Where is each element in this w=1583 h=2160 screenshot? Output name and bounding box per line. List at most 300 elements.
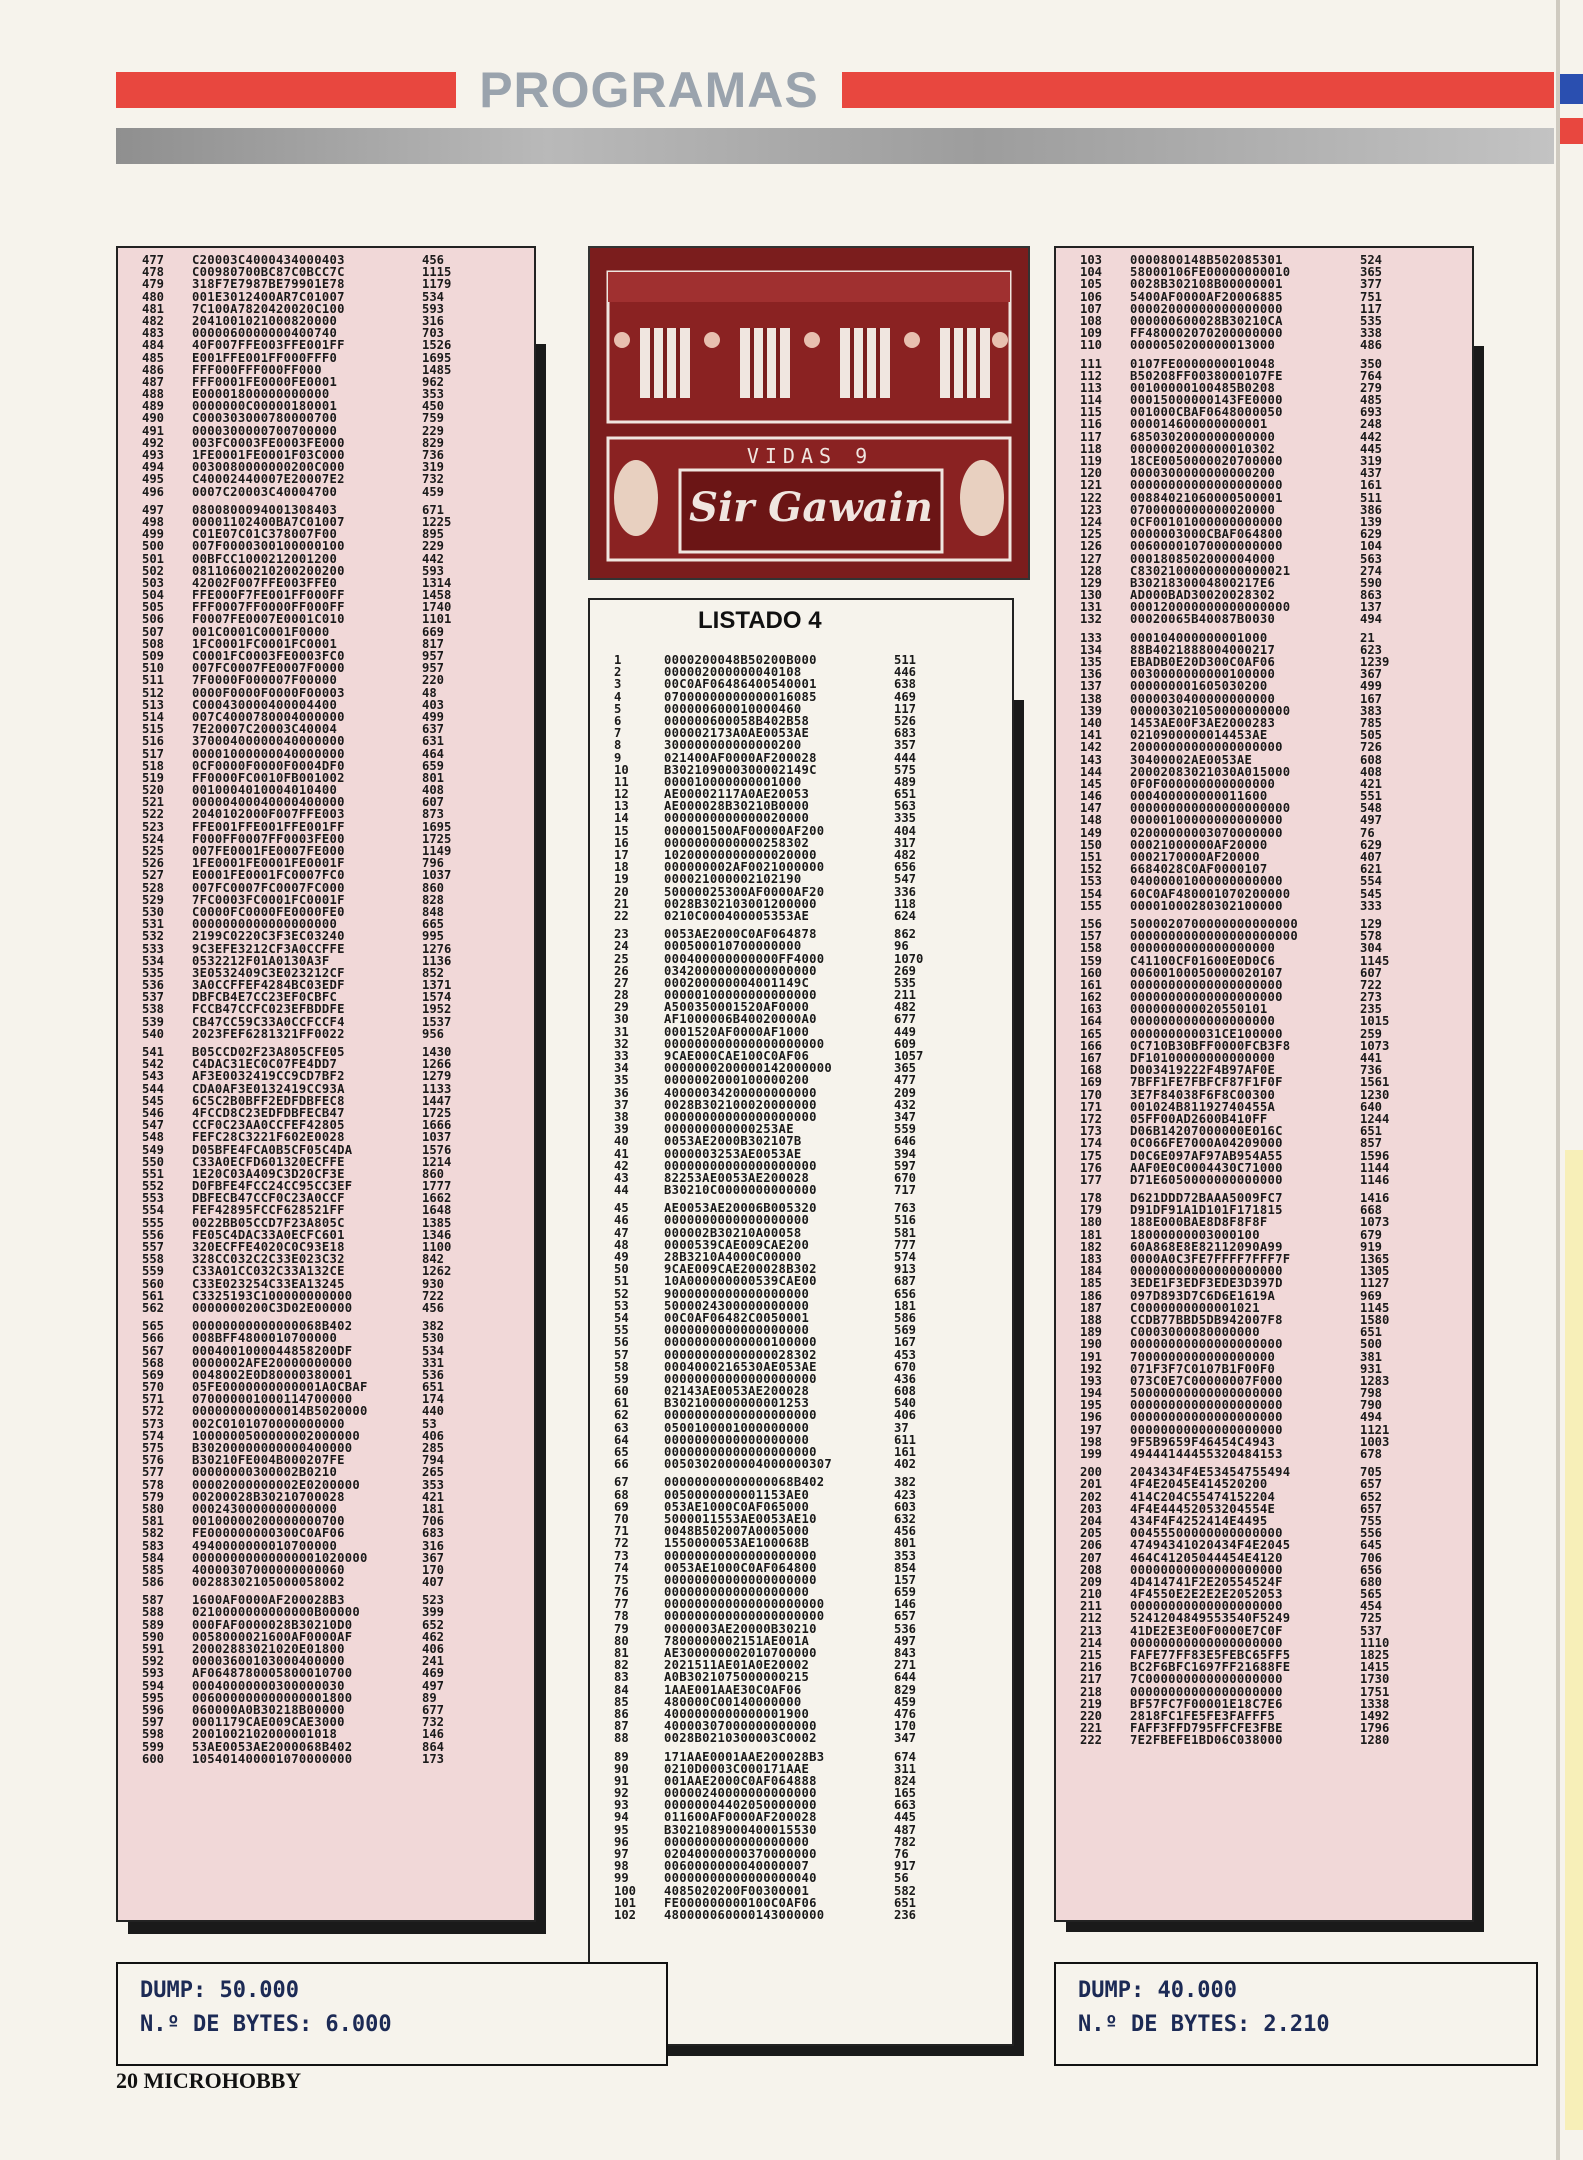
line-number: 157 [1080,929,1103,944]
line-number: 106 [1080,289,1103,304]
game-screenshot [588,246,1030,580]
hex-data: 00000100000000000000 [1130,813,1283,828]
checksum: 548 [1360,801,1383,816]
line-number: 150 [1080,837,1103,852]
checksum: 551 [1360,789,1383,804]
line-number: 512 [142,685,165,700]
line-number: 66 [614,1457,629,1472]
line-number: 29 [614,1000,629,1015]
checksum: 659 [422,758,445,773]
checksum: 347 [894,1731,917,1746]
hex-data: 1453AE00F3AE2000283 [1130,715,1276,730]
checksum: 211 [894,988,917,1003]
line-number: 595 [142,1690,165,1705]
checksum: 608 [894,1384,917,1399]
hex-data: 000002000000040108 [664,665,802,680]
checksum: 563 [894,799,917,814]
checksum: 450 [422,399,445,414]
hex-data: C33E023254C33EA13245 [192,1276,345,1291]
line-number: 509 [142,649,165,663]
listing-title: LISTADO 4 [698,607,822,634]
line-number: 501 [142,551,165,566]
checksum: 1225 [422,514,452,529]
hex-data: 00100000200000000700 [192,1514,345,1529]
right-listing [1054,246,1474,1922]
listing-row [590,1026,1012,1038]
lives-text: VIDAS 9 [746,444,874,468]
hex-data: 001000CBAF0648000050 [1130,405,1283,420]
checksum: 1179 [422,277,452,292]
listing-row [1056,827,1472,839]
line-number: 43 [614,1170,629,1185]
listing-row [118,473,534,485]
checksum: 957 [422,661,445,676]
hex-data: 5000024300000000000 [664,1298,810,1313]
line-number: 559 [142,1264,165,1279]
checksum: 578 [1360,929,1383,944]
checksum: 229 [422,539,445,554]
checksum: 442 [422,551,445,566]
checksum: 751 [1360,289,1383,304]
hex-data: C33A0ECFD601320ECFFE [192,1154,345,1169]
line-number: 83 [614,1670,629,1685]
line-number: 137 [1080,679,1103,694]
line-number: 516 [142,734,165,749]
line-number: 98 [614,1859,629,1874]
checksum: 338 [1360,326,1383,341]
hex-data: B3021089000400015530 [664,1822,817,1837]
checksum: 274 [1360,563,1383,578]
line-number: 115 [1080,405,1103,420]
listing-row [118,626,534,638]
checksum: 683 [894,726,917,741]
hex-data: CCF0C23AA0CCFEF42805 [192,1118,345,1133]
line-number: 489 [142,399,165,414]
hex-data: 000000000000000000000 [664,1609,825,1624]
hex-data: D91DF91A1D101F171815 [1130,1203,1283,1218]
line-number: 173 [1080,1124,1103,1139]
line-number: 214 [1080,1635,1103,1650]
listing-row [590,1885,1012,1897]
checksum: 353 [422,1477,445,1492]
line-number: 112 [1080,368,1103,383]
line-number: 503 [142,575,165,590]
listing-row [590,1275,1012,1287]
checksum: 209 [894,1085,917,1100]
hex-data: 0000200048B50200B000 [664,653,817,667]
line-number: 177 [1080,1172,1103,1187]
checksum: 864 [422,1739,445,1754]
line-number: 116 [1080,417,1103,432]
line-number: 18 [614,860,629,875]
listing-row [118,821,534,833]
listing-row [590,1239,1012,1251]
checksum: 930 [422,1276,445,1291]
hex-data: 007FC0007FE0007F0000 [192,661,345,676]
line-number: 479 [142,277,165,292]
checksum: 621 [1360,862,1383,877]
checksum: 759 [422,411,445,426]
page-footer: 20 MICROHOBBY [116,2068,302,2093]
listing-row [1056,1424,1472,1436]
hex-data: 000400000000011600 [1130,789,1268,804]
hex-data: 0000F0000F0000F00003 [192,685,345,700]
hex-data: 1FE0001FE0001F03C000 [192,448,345,462]
hex-data: 5000011553AE0053AE10 [664,1511,817,1526]
checksum: 540 [894,1396,917,1411]
checksum: 687 [894,1274,917,1289]
line-number: 82 [614,1658,629,1673]
hex-data: 0002430000000000000 [192,1501,338,1516]
checksum: 357 [894,738,917,753]
line-number: 99 [614,1871,629,1886]
checksum: 1580 [1360,1312,1390,1327]
line-number: 71 [614,1524,629,1539]
checksum: 931 [1360,1361,1383,1376]
checksum: 497 [1360,813,1383,828]
line-number: 540 [142,1026,165,1041]
hex-data: 7800000002151AE001A [664,1633,810,1648]
line-number: 482 [142,313,165,328]
line-number: 535 [142,965,165,980]
checksum: 382 [422,1319,445,1334]
checksum: 917 [894,1859,917,1874]
hex-data: FEF42895FCCF628521FF [192,1203,345,1218]
listing-row [118,1405,534,1417]
line-number: 598 [142,1727,165,1742]
listing-row [590,1732,1012,1744]
line-number: 136 [1080,667,1103,682]
line-number: 125 [1080,527,1103,542]
checksum: 56 [894,1871,909,1886]
checksum: 161 [894,1445,917,1459]
line-number: 153 [1080,874,1103,889]
checksum: 421 [1360,776,1383,791]
checksum: 1596 [1360,1148,1390,1163]
hex-data: 1FE0001FE0001FE0001F [192,856,345,871]
hex-data: 188E000BAE8D8F8F8F [1130,1215,1268,1230]
checksum: 1276 [422,941,452,956]
listing-row [118,882,534,894]
line-number: 121 [1080,478,1103,493]
hex-data: 000000600010000460 [664,701,802,716]
line-number: 490 [142,411,165,426]
listing-row [1056,680,1472,692]
checksum: 316 [422,313,445,328]
checksum: 1073 [1360,1038,1390,1053]
checksum: 406 [422,1642,445,1656]
hex-data: 4F4E44452053204554E [1130,1501,1276,1516]
left-listing-rows [118,248,534,1920]
hex-data: 20002083021030A015000 [1130,764,1291,779]
listing-row [118,540,534,552]
checksum: 482 [894,848,917,862]
line-number: 194 [1080,1386,1103,1401]
hex-data: 05FE0000000000001A0CBAF [192,1380,368,1395]
checksum: 402 [894,1457,917,1472]
hex-data: 328CC032C2C33E023C32 [192,1252,345,1267]
listing-row [1056,741,1472,753]
line-number: 147 [1080,801,1103,816]
listing-row [590,1336,1012,1348]
hex-data: 171AAE0001AAE200028B3 [664,1749,825,1764]
listing-row [1056,1290,1472,1302]
hex-data: 9CAE000CAE100C0AF06 [664,1049,810,1063]
hex-data: 0030080000000200C000 [192,460,345,475]
line-number: 119 [1080,454,1103,468]
checksum: 1144 [1360,1160,1390,1175]
listing-row [118,1302,534,1314]
checksum: 537 [1360,1623,1383,1638]
line-number: 192 [1080,1361,1103,1376]
line-number: 32 [614,1036,629,1051]
edge-blue-tab [1560,74,1583,104]
hex-data: 300000000000000200 [664,738,802,753]
hex-data: 00000240000000000000 [664,1786,817,1801]
line-number: 134 [1080,642,1103,657]
listing-row [118,687,534,699]
hex-data: 2043434F4E53454755494 [1130,1465,1291,1480]
checksum: 1416 [1360,1191,1390,1206]
checksum: 608 [1360,752,1383,767]
line-number: 208 [1080,1562,1103,1577]
hex-data: 2041001021000820000 [192,313,338,328]
line-number: 577 [142,1465,165,1480]
checksum: 37 [894,1420,909,1435]
line-number: 178 [1080,1191,1103,1206]
line-number: 155 [1080,898,1103,913]
listing-row [590,727,1012,739]
line-number: 543 [142,1069,165,1084]
hex-data: B30200000000000400000 [192,1441,353,1455]
checksum: 394 [894,1146,917,1161]
hex-data: 60C0AF480001070200000 [1130,886,1291,901]
hex-data: C3325193C100000000000 [192,1288,353,1303]
hex-data: 00001102400BA7C01007 [192,514,345,529]
line-number: 542 [142,1057,165,1072]
line-number: 541 [142,1045,165,1059]
checksum: 1145 [1360,1300,1390,1315]
checksum: 1576 [422,1142,452,1157]
hex-data: C41100CF01600E0D0C6 [1130,953,1276,968]
hex-data: 50000025300AF0000AF20 [664,884,825,899]
hex-data: 02040000000370000000 [664,1847,817,1861]
hex-data: AAF0E0C0004430C71000 [1130,1160,1283,1175]
line-number: 513 [142,697,165,712]
hex-data: 2021511AE01A0E20002 [664,1658,810,1673]
hex-data: 000002173A0AE0053AE [664,726,810,741]
checksum: 48 [422,685,437,700]
hex-data: 47494341020434F4E2045 [1130,1538,1291,1553]
listing-row [590,1610,1012,1622]
hex-data: 0000000000000000000 [664,1432,810,1447]
line-number: 498 [142,514,165,529]
checksum: 229 [422,423,445,438]
hex-data: 464C41205044454E4120 [1130,1550,1283,1565]
hex-data: 001C0001C0001F0000 [192,624,330,639]
checksum: 857 [1360,1136,1383,1151]
hex-data: 000000000000000000000 [664,1597,825,1612]
line-number: 526 [142,856,165,871]
checksum: 336 [894,884,917,899]
line-number: 196 [1080,1410,1103,1425]
hex-data: 4F4550E2E2E2E2052053 [1130,1587,1283,1602]
checksum: 494 [1360,1410,1383,1425]
line-number: 181 [1080,1227,1103,1242]
listing-row [1056,1314,1472,1326]
hex-data: 4940000000010700000 [192,1538,338,1553]
checksum: 459 [894,1694,917,1709]
line-number: 149 [1080,825,1103,840]
listing-row [1056,1612,1472,1624]
checksum: 848 [422,904,445,919]
hex-data: EBADB0E20D300C0AF06 [1130,655,1276,669]
checksum: 611 [894,1432,917,1447]
checksum: 534 [422,289,445,304]
hex-data: 2199C0220C3F3EC03240 [192,929,345,944]
line-number: 55 [614,1323,629,1338]
checksum: 693 [1360,405,1383,420]
checksum: 1283 [1360,1373,1390,1388]
hex-data: 0CF00101000000000000 [1130,514,1283,529]
checksum: 248 [1360,417,1383,432]
checksum: 801 [422,770,445,785]
line-number: 59 [614,1371,629,1386]
checksum: 271 [894,1658,917,1673]
checksum: 1003 [1360,1434,1390,1449]
line-number: 589 [142,1617,165,1632]
listing-row [118,1418,534,1430]
hex-data: 0000000200000142000000 [664,1061,833,1076]
checksum: 530 [422,1331,445,1346]
checksum: 645 [1360,1538,1383,1553]
line-number: 486 [142,362,165,377]
hex-data: 3A0CCFFEF4284BC03EDF [192,978,345,993]
hex-data: 00020065B40087B0030 [1130,612,1276,627]
line-number: 534 [142,953,165,968]
hex-data: 480000C00140000000 [664,1694,802,1709]
checksum: 456 [422,253,445,267]
hex-data: D621DDD72BAAA5009FC7 [1130,1191,1283,1206]
line-number: 496 [142,484,165,499]
checksum: 1230 [1360,1087,1390,1102]
line-number: 117 [1080,429,1103,444]
hex-data: 000000000020550101 [1130,1002,1268,1017]
checksum: 644 [894,1670,917,1685]
hex-data: 071F3F7C0107B1F00F0 [1130,1361,1276,1376]
hex-data: 18000000003000100 [1130,1227,1260,1242]
checksum: 722 [422,1288,445,1303]
line-number: 182 [1080,1239,1103,1254]
checksum: 706 [1360,1550,1383,1565]
line-number: 520 [142,783,165,798]
line-number: 166 [1080,1038,1103,1053]
listing-row [590,739,1012,751]
line-number: 599 [142,1739,165,1754]
hex-data: 0004000216530AE053AE [664,1359,817,1374]
checksum: 722 [1360,977,1383,992]
hex-data: 4D414741F2E20554524F [1130,1574,1283,1589]
checksum: 674 [894,1749,917,1764]
line-number: 40 [614,1134,629,1149]
checksum: 593 [422,301,445,316]
right-dump-label: DUMP: 40.000 [1078,1978,1237,2003]
checksum: 118 [894,896,917,911]
checksum: 1346 [422,1227,452,1242]
checksum: 505 [1360,728,1383,743]
hex-data: 41DE2E3E00F0000E7C0F [1130,1623,1283,1638]
checksum: 1214 [422,1154,452,1169]
listing-row [590,1111,1012,1123]
checksum: 446 [894,665,917,680]
listing-row [1056,900,1472,912]
line-number: 186 [1080,1288,1103,1303]
listing-row [590,1214,1012,1226]
checksum: 104 [1360,539,1383,554]
checksum: 763 [894,1201,917,1216]
listing-row [118,613,534,625]
checksum: 657 [894,1609,917,1624]
hex-data: 9000000000000000000 [664,1286,810,1301]
hex-data: 2001002102000001018 [192,1727,338,1742]
checksum: 459 [422,484,445,499]
listing-row [118,869,534,881]
line-number: 62 [614,1408,629,1423]
hex-data: 0107FE0000000010048 [1130,356,1276,371]
line-number: 494 [142,460,165,475]
checksum: 609 [894,1036,917,1051]
checksum: 408 [422,783,445,798]
line-number: 557 [142,1240,165,1254]
checksum: 651 [1360,1325,1383,1340]
line-number: 514 [142,709,165,724]
line-number: 519 [142,770,165,785]
checksum: 486 [1360,338,1383,353]
line-number: 529 [142,892,165,907]
hex-data: C000430000400004400 [192,697,338,712]
checksum: 1338 [1360,1696,1390,1711]
hex-data: 60A868E8E82112090A99 [1130,1239,1283,1254]
checksum: 1101 [422,612,452,627]
hex-data: 0001808502000004000 [1130,551,1276,566]
hex-data: 88B4021888004000217 [1130,642,1276,657]
listing-row [118,1606,534,1618]
hex-data: FF480002070200000000 [1130,326,1283,341]
listing-row [118,1003,534,1015]
checksum: 279 [1360,380,1383,395]
line-number: 201 [1080,1477,1103,1492]
checksum: 670 [894,1170,917,1185]
checksum: 526 [894,713,917,728]
hex-data: 00000000000000000000 [1130,1410,1283,1425]
hex-data: 00000000000000000000 [664,1408,817,1423]
line-number: 50 [614,1262,629,1277]
line-number: 593 [142,1666,165,1681]
hex-data: 001AAE2000C0AF064888 [664,1773,817,1788]
hex-data: 0000000000000000000000 [1130,929,1299,944]
hex-data: FFF000FFF000FF000 [192,362,322,377]
listing-row [118,1016,534,1028]
checksum: 670 [894,1359,917,1374]
hex-data: 060000A0B30218B00000 [192,1702,345,1717]
hex-data: 00000000000000000000 [664,1572,817,1587]
hex-data: 073C0E7C00000007F000 [1130,1373,1283,1388]
checksum: 76 [1360,825,1375,840]
hex-data: 0000003AE20000B30210 [664,1621,817,1636]
line-number: 568 [142,1355,165,1370]
header-red-bar-left [116,72,456,108]
listing-row [1056,291,1472,303]
